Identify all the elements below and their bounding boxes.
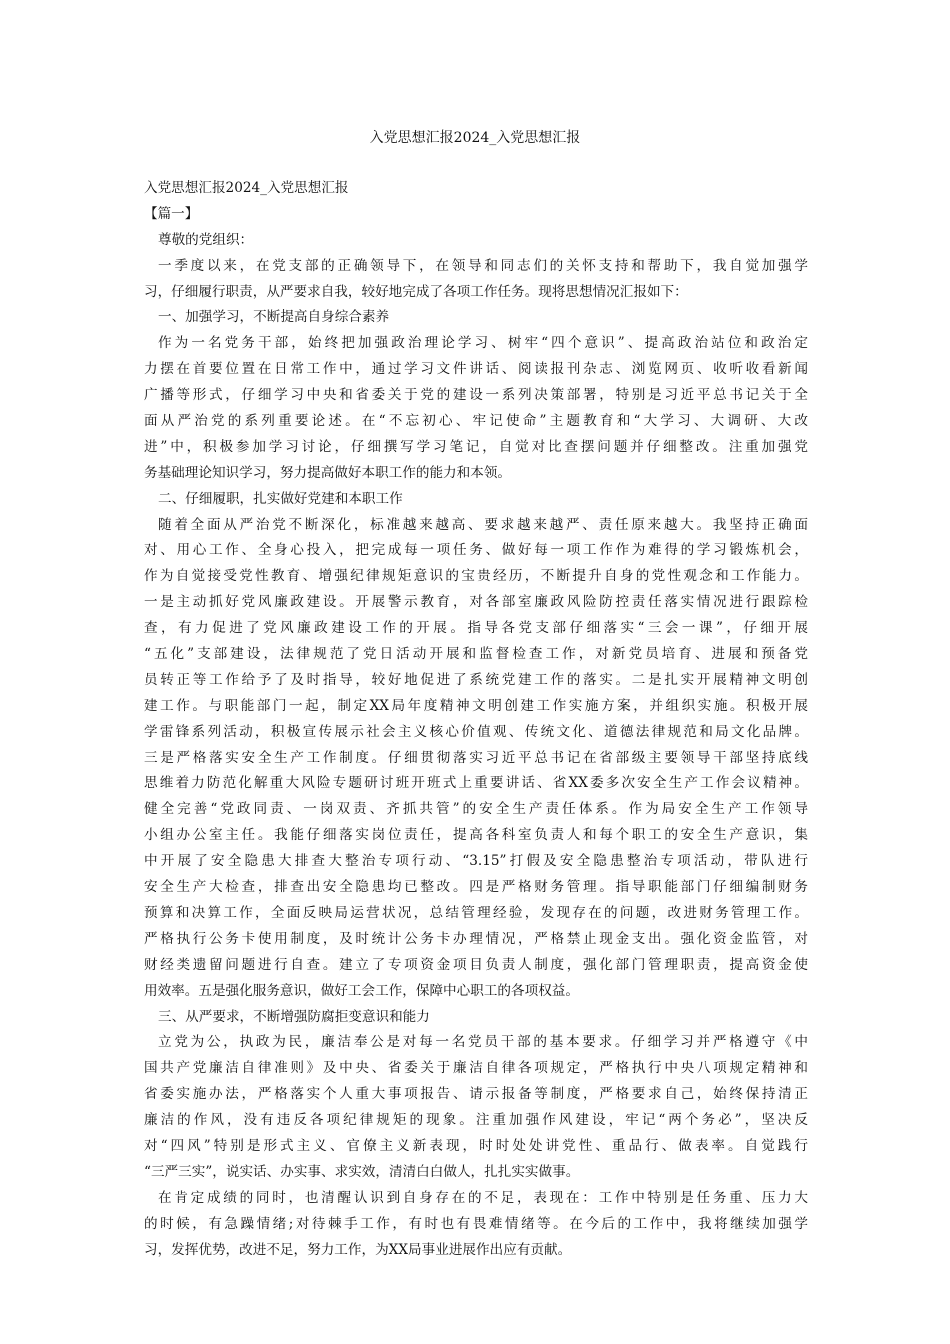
paragraph-line: 对、用心工作、全身心投入，把完成每一项任务、做好每一项工作作为难得的学习锻炼机会， bbox=[144, 542, 808, 559]
paragraph-line: 进”中，积极参加学习讨论，仔细撰写学习笔记，自觉对比查摆问题并仔细整改。注重加强党 bbox=[144, 438, 808, 455]
paragraph-line: 一是主动抓好党风廉政建设。开展警示教育，对各部室廉政风险防控责任落实情况进行跟踪检 bbox=[144, 594, 808, 611]
paragraph-line: 在肯定成绩的同时，也清醒认识到自身存在的不足，表现在：工作中特别是任务重、压力大 bbox=[158, 1189, 808, 1206]
paragraph-line: 小组办公室主任。我能仔细落实岗位责任，提高各科室负责人和每个职工的安全生产意识，集 bbox=[144, 827, 808, 844]
part-label: 【篇一】 bbox=[144, 205, 199, 222]
paragraph-line: 习，发挥优势，改进不足，努力工作，为XX局事业进展作出应有贡献。 bbox=[144, 1241, 572, 1258]
document-title: 入党思想汇报2024_入党思想汇报 bbox=[369, 130, 581, 146]
paragraph-line: “五化”支部建设，法律规范了党日活动开展和监督检查工作，对新党员培育、进展和预备党 bbox=[144, 646, 808, 663]
section-heading-3: 三、从严要求，不断增强防腐拒变意识和能力 bbox=[158, 1008, 430, 1025]
paragraph-line: “三严三实”，说实话、办实事、求实效，清清白白做人，扎扎实实做事。 bbox=[144, 1163, 580, 1180]
paragraph-line: 思维着力防范化解重大风险专题研讨班开班式上重要讲话、省XX委多次安全生产工作会议精神。 bbox=[144, 775, 808, 792]
salutation: 尊敬的党组织： bbox=[158, 231, 254, 248]
paragraph-line: 建工作。与职能部门一起，制定XX局年度精神文明创建工作实施方案，并组织实施。积极开展 bbox=[144, 697, 808, 714]
paragraph-line: 作为一名党务干部，始终把加强政治理论学习、树牢“四个意识”、提高政治站位和政治定 bbox=[158, 335, 808, 352]
paragraph-line: 三是严格落实安全生产工作制度。仔细贯彻落实习近平总书记在省部级主要领导干部坚持底线 bbox=[144, 749, 808, 766]
section-heading-1: 一、加强学习，不断提高自身综合素养 bbox=[158, 309, 390, 326]
paragraph-line: 安全生产大检查，排查出安全隐患均已整改。四是严格财务管理。指导职能部门仔细编制财务 bbox=[144, 879, 808, 896]
paragraph-line: 廉洁的作风，没有违反各项纪律规矩的现象。注重加强作风建设，牢记“两个务必”，坚决反 bbox=[144, 1112, 808, 1129]
paragraph-line: 查，有力促进了党风廉政建设工作的开展。指导各党支部仔细落实“三会一课”，仔细开展 bbox=[144, 620, 808, 637]
paragraph-line: 一季度以来，在党支部的正确领导下，在领导和同志们的关怀支持和帮助下，我自觉加强学 bbox=[158, 257, 808, 274]
paragraph-line: 广播等形式，仔细学习中央和省委关于党的建设一系列决策部署，特别是习近平总书记关于全 bbox=[144, 387, 808, 404]
paragraph-line: 面从严治党的系列重要论述。在“不忘初心、牢记使命”主题教育和“大学习、大调研、大改 bbox=[144, 413, 808, 430]
paragraph-line: 作为自觉接受党性教育、增强纪律规矩意识的宝贵经历，不断提升自身的党性观念和工作能力。 bbox=[144, 568, 808, 585]
paragraph-line: 财经类遗留问题进行自查。建立了专项资金项目负责人制度，强化部门管理职责，提高资金使 bbox=[144, 956, 808, 973]
paragraph-line: 对“四风”特别是形式主义、官僚主义新表现，时时处处讲党性、重品行、做表率。自觉践行 bbox=[144, 1137, 808, 1154]
paragraph-line: 学雷锋系列活动，积极宣传展示社会主义核心价值观、传统文化、道德法律规范和局文化品牌。 bbox=[144, 723, 808, 740]
paragraph-line: 国共产党廉洁自律准则》及中央、省委关于廉洁自律各项规定，严格执行中央八项规定精神和 bbox=[144, 1060, 808, 1077]
paragraph-line: 随着全面从严治党不断深化，标准越来越高、要求越来越严、责任原来越大。我坚持正确面 bbox=[158, 516, 808, 533]
paragraph-line: 省委实施办法，严格落实个人重大事项报告、请示报备等制度，严格要求自己，始终保持清正 bbox=[144, 1086, 808, 1103]
paragraph-line: 严格执行公务卡使用制度，及时统计公务卡办理情况，严格禁止现金支出。强化资金监管，对 bbox=[144, 930, 808, 947]
paragraph-line: 用效率。五是强化服务意识，做好工会工作，保障中心职工的各项权益。 bbox=[144, 982, 579, 999]
paragraph-line: 中开展了安全隐患大排查大整治专项行动、“3.15”打假及安全隐患整治专项活动，带队进行 bbox=[144, 853, 808, 870]
paragraph-line: 务基础理论知识学习，努力提高做好本职工作的能力和本领。 bbox=[144, 464, 512, 481]
document-subtitle: 入党思想汇报2024_入党思想汇报 bbox=[144, 180, 349, 196]
paragraph-line: 员转正等工作给予了及时指导，较好地促进了系统党建工作的落实。二是扎实开展精神文明创 bbox=[144, 671, 808, 688]
paragraph-line: 的时候，有急躁情绪;对待棘手工作，有时也有畏难情绪等。在今后的工作中，我将继续加强学 bbox=[144, 1215, 808, 1232]
paragraph-line: 立党为公，执政为民，廉洁奉公是对每一名党员干部的基本要求。仔细学习并严格遵守《中 bbox=[158, 1034, 808, 1051]
paragraph-line: 力摆在首要位置在日常工作中，通过学习文件讲话、阅读报刊杂志、浏览网页、收听收看新闻 bbox=[144, 361, 808, 378]
section-heading-2: 二、仔细履职，扎实做好党建和本职工作 bbox=[158, 490, 403, 507]
paragraph-line: 习，仔细履行职责，从严要求自我，较好地完成了各项工作任务。现将思想情况汇报如下： bbox=[144, 283, 688, 300]
paragraph-line: 预算和决算工作，全面反映局运营状况，总结管理经验，发现存在的问题，改进财务管理工作。 bbox=[144, 904, 808, 921]
document-body bbox=[144, 176, 808, 1263]
paragraph-line: 健全完善“党政同责、一岗双责、齐抓共管”的安全生产责任体系。作为局安全生产工作领导 bbox=[144, 801, 808, 818]
